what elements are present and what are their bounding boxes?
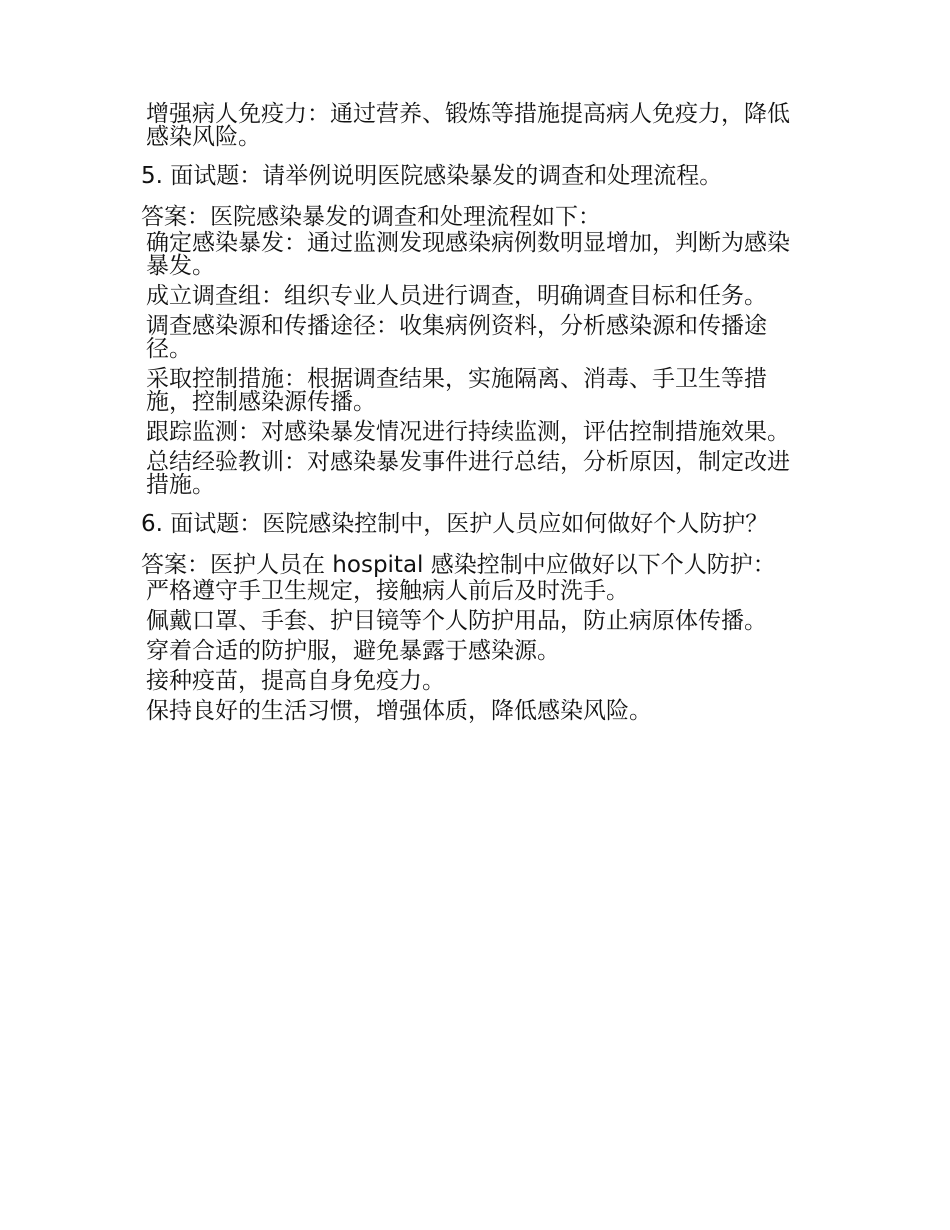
list-item: 总结经验教训：对感染暴发事件进行总结，分析原因，制定改进措施。 [146, 449, 790, 498]
list-item: 增强病人免疫力：通过营养、锻炼等措施提高病人免疫力，降低感染风险。 [146, 101, 790, 150]
answer-6-intro: 答案：医护人员在 hospital 感染控制中应做好以下个人防护： [141, 552, 776, 578]
list-item: 保持良好的生活习惯，增强体质，降低感染风险。 [146, 698, 652, 724]
list-item: 采取控制措施：根据调查结果，实施隔离、消毒、手卫生等措施，控制感染源传播。 [146, 366, 767, 415]
answer-5-intro: 答案：医院感染暴发的调查和处理流程如下： [141, 204, 601, 230]
question-5: 5. 面试题：请举例说明医院感染暴发的调查和处理流程。 [141, 163, 723, 189]
question-6: 6. 面试题：医院感染控制中，医护人员应如何做好个人防护？ [141, 511, 769, 537]
list-item: 穿着合适的防护服，避免暴露于感染源。 [146, 638, 560, 664]
list-item: 调查感染源和传播途径：收集病例资料，分析感染源和传播途径。 [146, 313, 767, 362]
list-item: 严格遵守手卫生规定，接触病人前后及时洗手。 [146, 578, 629, 604]
list-item: 成立调查组：组织专业人员进行调查，明确调查目标和任务。 [146, 283, 767, 309]
list-item: 确定感染暴发：通过监测发现感染病例数明显增加，判断为感染暴发。 [146, 230, 790, 279]
list-item: 跟踪监测：对感染暴发情况进行持续监测，评估控制措施效果。 [146, 419, 790, 445]
document-page [141, 103, 796, 730]
list-item: 佩戴口罩、手套、护目镜等个人防护用品，防止病原体传播。 [146, 608, 767, 634]
list-item: 接种疫苗，提高自身免疫力。 [146, 668, 445, 694]
